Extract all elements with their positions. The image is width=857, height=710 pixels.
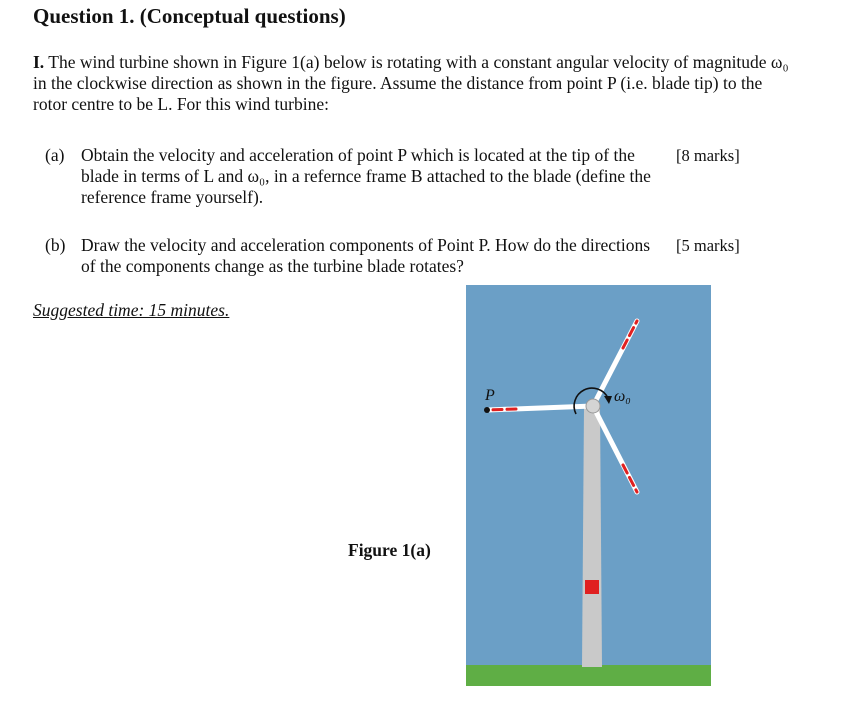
wind-turbine-figure xyxy=(466,285,711,686)
part-a-label: (a) xyxy=(45,145,65,165)
suggested-time: Suggested time: 15 minutes. xyxy=(33,300,230,320)
ground xyxy=(466,665,711,686)
omega-label: ω₀ xyxy=(614,388,631,405)
part-a-marks: [8 marks] xyxy=(676,146,740,165)
rotor-hub xyxy=(586,399,600,413)
intro-text: The wind turbine shown in Figure 1(a) below is rotating with a constant angular velocity of magnitude ω₀ in the clockwise direction as shown in the figure. Assume the distance from point P (i.e. blade tip) to the rotor centre to be L. For this wind turbine: xyxy=(33,52,789,114)
part-b-label: (b) xyxy=(45,235,66,255)
turbine-tower xyxy=(582,407,602,667)
part-b-marks: [5 marks] xyxy=(676,236,740,255)
question-heading: Question 1. (Conceptual questions) xyxy=(33,4,346,28)
intro-paragraph xyxy=(33,52,793,115)
part-a-text: Obtain the velocity and acceleration of point P which is located at the tip of the blade in terms of L and ω₀, in a refernce frame B attached to the blade (define the reference frame yourself). xyxy=(81,145,651,207)
part-b-text: Draw the velocity and acceleration components of Point P. How do the directions of the components change as the turbine blade rotates? xyxy=(81,235,651,276)
point-p-label: P xyxy=(485,387,495,404)
tower-stripe xyxy=(585,580,599,594)
intro-label: I. xyxy=(33,52,45,72)
figure-caption: Figure 1(a) xyxy=(348,540,431,560)
point-p-dot xyxy=(484,407,490,413)
